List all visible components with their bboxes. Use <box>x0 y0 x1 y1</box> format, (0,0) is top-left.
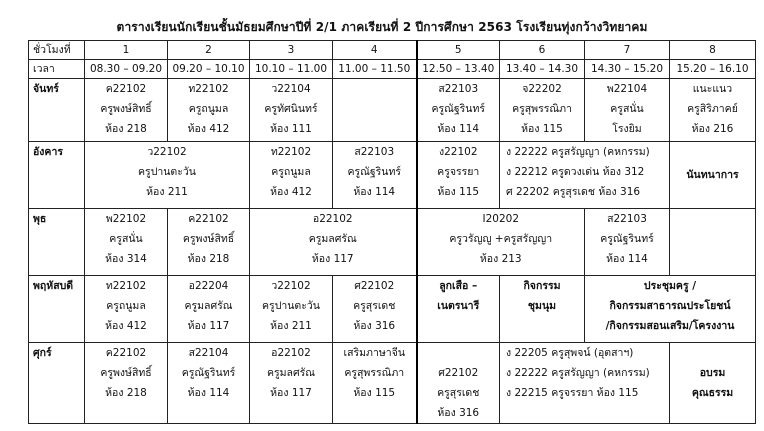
teacher: ครูวรัญญู +ครูสรัญญา <box>449 233 553 245</box>
class-cell <box>333 276 417 343</box>
activity-cell <box>417 276 500 343</box>
period-number: 2 <box>168 41 250 60</box>
day-row-tuesday <box>29 142 756 209</box>
course-code: ศ22102 <box>438 367 479 379</box>
empty-cell <box>670 209 756 276</box>
class-cell <box>250 79 333 142</box>
teacher: ครูถนูมล <box>188 103 229 115</box>
course-code: อ22204 <box>188 280 229 292</box>
class-cell <box>168 209 250 276</box>
period-number: 8 <box>670 41 756 60</box>
teacher: ครูณัฐรินทร์ <box>600 233 654 245</box>
course-code: อ22102 <box>271 347 311 359</box>
class-cell <box>168 79 250 142</box>
activity-line: เนตรนารี <box>437 300 480 312</box>
room: ห้อง 216 <box>691 123 734 135</box>
class-cell <box>500 79 585 142</box>
day-row-wednesday <box>29 209 756 276</box>
teacher: ครูถนูมล <box>106 300 146 312</box>
class-cell <box>417 142 500 209</box>
day-name: พุธ <box>29 209 85 276</box>
course-code: ว22104 <box>271 83 311 95</box>
room: ห้อง 114 <box>353 186 396 198</box>
elective-line: ศ 22202 ครูสุรเดช ห้อง 316 <box>506 186 641 198</box>
time-slot: 14.30 – 15.20 <box>585 60 670 79</box>
room: ห้อง 213 <box>479 253 522 265</box>
teacher: ครูพงษ์สิทธิ์ <box>100 103 152 115</box>
activity-line: /กิจกรรมสอนเสริม/โครงงาน <box>605 320 735 332</box>
class-cell <box>250 209 417 276</box>
course-code: ส22103 <box>354 146 395 158</box>
room: ห้อง 114 <box>606 253 648 265</box>
activity-line: ประชุมครู / <box>643 280 697 292</box>
teacher: ครูพงษ์สิทธิ์ <box>100 367 152 379</box>
teacher: ครูถนูมล <box>271 166 311 178</box>
day-name: พฤหัสบดี <box>29 276 85 343</box>
course-code: เสริมภาษาจีน <box>343 347 406 359</box>
room: ห้อง 218 <box>105 123 147 135</box>
day-row-monday <box>29 79 756 142</box>
activity-cell: นันทนาการ <box>670 142 756 209</box>
period-number: 4 <box>333 41 417 60</box>
activity-line: ลูกเสือ – <box>439 280 478 292</box>
course-code: แนะแนว <box>692 83 733 95</box>
time-slot: 15.20 – 16.10 <box>670 60 756 79</box>
time-slot: 11.00 – 11.50 <box>333 60 417 79</box>
room: ห้อง 412 <box>105 320 147 332</box>
course-code: ท22102 <box>270 146 312 158</box>
teacher: ครูสุพรรณิภา <box>512 103 572 115</box>
period-row <box>29 41 756 60</box>
teacher: ครูณัฐรินทร์ <box>181 367 236 379</box>
class-cell <box>168 276 250 343</box>
room: ห้อง 211 <box>270 320 312 332</box>
teacher: ครูสนั่น <box>109 233 143 245</box>
elective-cell <box>500 343 670 424</box>
elective-line: ง 22212 ครูดวงเด่น ห้อง 312 <box>506 166 645 178</box>
period-label: ชั่วโมงที่ <box>29 41 85 60</box>
course-code: ง22102 <box>438 146 478 158</box>
time-label: เวลา <box>29 60 85 79</box>
class-cell <box>85 343 168 424</box>
class-cell <box>85 79 168 142</box>
room: ห้อง 412 <box>187 123 230 135</box>
teacher: ครูมลศรัณ <box>308 233 357 245</box>
period-number: 5 <box>417 41 500 60</box>
day-row-friday <box>29 343 756 424</box>
course-code: พ22104 <box>606 83 648 95</box>
course-code: ท22102 <box>105 280 147 292</box>
teacher: ครูมลศรัณ <box>184 300 233 312</box>
course-code: ส22103 <box>607 213 647 225</box>
course-code: อ22102 <box>312 213 353 225</box>
activity-cell <box>670 343 756 424</box>
time-slot: 08.30 – 09.20 <box>85 60 168 79</box>
activity-line: กิจกรรมสาธารณประโยชน์ <box>609 300 731 312</box>
class-cell <box>333 142 417 209</box>
room: ห้อง 117 <box>311 253 354 265</box>
course-code: ค22102 <box>188 213 229 225</box>
class-cell <box>417 343 500 424</box>
course-code: ศ22102 <box>354 280 395 292</box>
class-cell <box>85 276 168 343</box>
elective-line: ง 22215 ครูจรรยา ห้อง 115 <box>506 387 639 399</box>
teacher: ครูสุรเดช <box>353 300 396 312</box>
teacher: ครูปานตะวัน <box>262 300 320 312</box>
empty-cell <box>333 79 417 142</box>
class-cell <box>250 276 333 343</box>
period-number: 3 <box>250 41 333 60</box>
teacher: ครูสิริภาคย์ <box>687 103 738 115</box>
teacher: ครูณัฐรินทร์ <box>347 166 402 178</box>
elective-line: ง 22222 ครูสรัญญา (คหกรรม) <box>506 146 650 158</box>
room: ห้อง 314 <box>105 253 147 265</box>
room: ห้อง 218 <box>105 387 147 399</box>
time-slot: 09.20 – 10.10 <box>168 60 250 79</box>
room: ห้อง 316 <box>353 320 396 332</box>
day-name: จันทร์ <box>29 79 85 142</box>
elective-cell <box>500 142 670 209</box>
course-code: จ22202 <box>522 83 562 95</box>
room: โรงยิม <box>612 123 642 135</box>
class-cell <box>333 343 417 424</box>
day-row-thursday <box>29 276 756 343</box>
class-cell <box>417 79 500 142</box>
teacher: ครูจรรยา <box>437 166 480 178</box>
course-code: I20202 <box>482 213 519 225</box>
room: ห้อง 218 <box>187 253 230 265</box>
room: ห้อง 211 <box>146 186 188 198</box>
course-code: ส22103 <box>438 83 479 95</box>
time-slot: 13.40 – 14.30 <box>500 60 585 79</box>
class-cell <box>168 343 250 424</box>
schedule-table <box>28 40 756 424</box>
period-number: 1 <box>85 41 168 60</box>
day-name: ศุกร์ <box>29 343 85 424</box>
class-cell <box>85 142 250 209</box>
room: ห้อง 316 <box>437 407 480 419</box>
room: ห้อง 412 <box>270 186 312 198</box>
class-cell <box>417 209 585 276</box>
class-cell <box>585 209 670 276</box>
course-code: ส22104 <box>188 347 229 359</box>
activity-line: อบรม <box>699 367 726 379</box>
class-cell <box>250 343 333 424</box>
room: ห้อง 111 <box>270 123 312 135</box>
room: ห้อง 115 <box>521 123 563 135</box>
course-code: ท22102 <box>188 83 229 95</box>
period-number: 6 <box>500 41 585 60</box>
room: ห้อง 115 <box>437 186 480 198</box>
elective-line: ง 22222 ครูสรัญญา (คหกรรม) <box>506 367 650 379</box>
teacher: ครูณัฐรินทร์ <box>431 103 486 115</box>
room: ห้อง 114 <box>437 123 480 135</box>
room: ห้อง 117 <box>270 387 312 399</box>
day-name: อังคาร <box>29 142 85 209</box>
class-cell <box>670 79 756 142</box>
course-code: ค22102 <box>105 347 147 359</box>
time-slot: 12.50 – 13.40 <box>417 60 500 79</box>
class-cell <box>85 209 168 276</box>
room: ห้อง 115 <box>353 387 396 399</box>
course-code: ค22102 <box>105 83 147 95</box>
activity-line: กิจกรรม <box>523 280 561 292</box>
page-title: ตารางเรียนนักเรียนชั้นมัธยมศึกษาปีที่ 2/1 ภาคเรียนที่ 2 ปีการศึกษา 2563 โรงเรียนทุ่งกว้างวิทยาคม <box>116 20 648 34</box>
teacher: ครูสุรเดช <box>437 387 480 399</box>
elective-line: ง 22205 ครูสุพจน์ (อุตสาฯ) <box>506 347 634 359</box>
course-code: ว22102 <box>147 146 187 158</box>
activity-line: ชุมนุม <box>527 300 557 312</box>
teacher: ครูปานตะวัน <box>138 166 196 178</box>
course-code: ว22102 <box>271 280 311 292</box>
time-row <box>29 60 756 79</box>
teacher: ครูมลศรัณ <box>266 367 316 379</box>
teacher: ครูสุพรรณิภา <box>344 367 405 379</box>
teacher: ครูสนั่น <box>610 103 644 115</box>
activity-cell <box>585 276 756 343</box>
teacher: ครูพงษ์สิทธิ์ <box>182 233 235 245</box>
class-cell <box>250 142 333 209</box>
period-number: 7 <box>585 41 670 60</box>
class-cell <box>585 79 670 142</box>
room: ห้อง 114 <box>187 387 230 399</box>
activity-line: คุณธรรม <box>691 387 734 399</box>
room: ห้อง 117 <box>187 320 230 332</box>
teacher: ครูทัศนินทร์ <box>264 103 318 115</box>
course-code: พ22102 <box>105 213 147 225</box>
time-slot: 10.10 – 11.00 <box>250 60 333 79</box>
activity-cell <box>500 276 585 343</box>
